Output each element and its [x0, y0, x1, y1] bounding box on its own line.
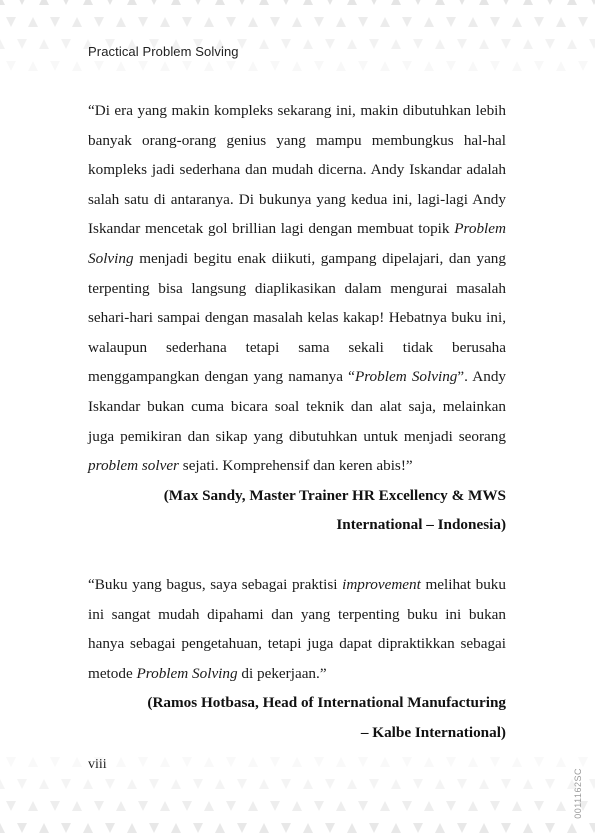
pattern-triangle — [490, 801, 500, 811]
pattern-triangle — [72, 17, 82, 27]
pattern-triangle — [424, 61, 434, 71]
pattern-triangle — [446, 757, 456, 767]
pattern-triangle — [292, 757, 302, 767]
pattern-triangle — [105, 823, 115, 833]
pattern-triangle — [336, 801, 346, 811]
quote-segment: sejati. Komprehensif dan keren abis!” — [178, 457, 413, 475]
pattern-triangle — [94, 61, 104, 71]
pattern-triangle — [435, 39, 445, 49]
pattern-triangle — [303, 823, 313, 833]
pattern-triangle — [226, 17, 236, 27]
pattern-triangle — [94, 17, 104, 27]
pattern-triangle — [457, 823, 467, 833]
pattern-triangle — [28, 17, 38, 27]
pattern-triangle — [457, 39, 467, 49]
section-spacer — [88, 540, 506, 570]
pattern-triangle — [413, 779, 423, 789]
pattern-triangle — [314, 61, 324, 71]
pattern-triangle — [556, 61, 566, 71]
pattern-triangle — [259, 779, 269, 789]
pattern-triangle — [105, 0, 115, 5]
pattern-triangle — [501, 0, 511, 5]
pattern-triangle — [94, 801, 104, 811]
pattern-triangle — [402, 61, 412, 71]
pattern-triangle — [149, 0, 159, 5]
pattern-triangle — [446, 17, 456, 27]
pattern-triangle — [413, 0, 423, 5]
pattern-triangle — [567, 0, 577, 5]
pattern-triangle — [578, 17, 588, 27]
pattern-triangle — [314, 17, 324, 27]
pattern-triangle — [369, 39, 379, 49]
pattern-triangle — [215, 823, 225, 833]
pattern-triangle — [380, 61, 390, 71]
pattern-triangle — [402, 801, 412, 811]
pattern-triangle — [182, 17, 192, 27]
pattern-triangle — [138, 61, 148, 71]
pattern-triangle — [391, 0, 401, 5]
pattern-triangle — [380, 17, 390, 27]
pattern-triangle — [424, 757, 434, 767]
attribution-line: (Ramos Hotbasa, Head of International Manufacturing — [147, 694, 506, 712]
pattern-triangle — [270, 17, 280, 27]
pattern-triangle — [589, 0, 595, 5]
pattern-triangle — [369, 0, 379, 5]
pattern-triangle — [61, 0, 71, 5]
pattern-triangle — [17, 0, 27, 5]
pattern-triangle — [61, 823, 71, 833]
pattern-triangle — [325, 823, 335, 833]
pattern-triangle — [479, 779, 489, 789]
pattern-triangle — [468, 801, 478, 811]
pattern-triangle — [281, 779, 291, 789]
pattern-triangle — [171, 0, 181, 5]
pattern-triangle — [545, 779, 555, 789]
pattern-triangle — [127, 0, 137, 5]
pattern-triangle — [380, 801, 390, 811]
pattern-triangle — [358, 17, 368, 27]
pattern-triangle — [83, 779, 93, 789]
pattern-triangle — [578, 757, 588, 767]
pattern-triangle — [138, 801, 148, 811]
bottom-pattern-decoration — [0, 740, 595, 838]
pattern-triangle — [204, 757, 214, 767]
pattern-triangle — [270, 61, 280, 71]
pattern-triangle — [435, 0, 445, 5]
pattern-triangle — [512, 17, 522, 27]
pattern-triangle — [72, 757, 82, 767]
pattern-triangle — [567, 823, 577, 833]
quote-segment: di pekerjaan.” — [237, 664, 327, 682]
pattern-triangle — [160, 61, 170, 71]
pattern-triangle — [6, 61, 16, 71]
quote-italic-segment: Problem Solving — [136, 664, 238, 682]
pattern-triangle — [424, 17, 434, 27]
pattern-triangle — [413, 823, 423, 833]
pattern-triangle — [116, 17, 126, 27]
pattern-triangle — [369, 823, 379, 833]
pattern-triangle — [281, 39, 291, 49]
pattern-triangle — [556, 17, 566, 27]
pattern-triangle — [314, 801, 324, 811]
quote-segment: ”. Andy Iskandar bukan cuma bicara soal teknik dan alat saja, melainkan juga pemikiran dan sikap yang dibutuhkan untuk menjadi seorang — [88, 368, 507, 445]
pattern-triangle — [402, 17, 412, 27]
pattern-triangle — [281, 823, 291, 833]
pattern-triangle — [446, 61, 456, 71]
pattern-triangle — [325, 39, 335, 49]
pattern-triangle — [534, 757, 544, 767]
pattern-triangle — [556, 757, 566, 767]
pattern-triangle — [391, 39, 401, 49]
testimonial-attribution-1 — [88, 481, 506, 540]
pattern-triangle — [501, 779, 511, 789]
pattern-triangle — [6, 801, 16, 811]
pattern-triangle — [545, 39, 555, 49]
pattern-triangle — [413, 39, 423, 49]
pattern-triangle — [237, 779, 247, 789]
pattern-triangle — [39, 0, 49, 5]
pattern-triangle — [204, 801, 214, 811]
quote-italic-segment: improvement — [342, 575, 421, 593]
pattern-triangle — [380, 757, 390, 767]
pattern-triangle — [259, 0, 269, 5]
pattern-triangle — [171, 779, 181, 789]
pattern-triangle — [358, 801, 368, 811]
pattern-triangle — [468, 17, 478, 27]
pattern-triangle — [391, 779, 401, 789]
pattern-triangle — [0, 0, 5, 5]
pattern-triangle — [0, 779, 5, 789]
quote-segment: “Di era yang makin kompleks sekarang ini, makin dibutuhkan lebih banyak orang-orang genius yang mampu membungkus hal-hal kompleks jadi sederhana dan mudah dicerna. Andy Iskandar adalah salah satu di antaranya. Di bukunya yang kedua ini, lagi-lagi Andy Iskandar mencetak gol brillian lagi dengan membuat topik — [88, 102, 506, 238]
pattern-triangle — [369, 779, 379, 789]
pattern-triangle — [325, 779, 335, 789]
quote-segment: “Buku yang bagus, saya sebagai praktisi — [88, 575, 343, 593]
pattern-triangle — [589, 823, 595, 833]
pattern-triangle — [215, 779, 225, 789]
pattern-triangle — [523, 0, 533, 5]
pattern-triangle — [39, 779, 49, 789]
pattern-triangle — [435, 823, 445, 833]
pattern-triangle — [116, 61, 126, 71]
pattern-triangle — [501, 823, 511, 833]
pattern-triangle — [248, 801, 258, 811]
pattern-triangle — [292, 61, 302, 71]
pattern-triangle — [105, 779, 115, 789]
quote-italic-segment: problem solver — [88, 457, 179, 475]
pattern-triangle — [237, 823, 247, 833]
pattern-triangle — [17, 779, 27, 789]
pattern-triangle — [490, 757, 500, 767]
pattern-triangle — [556, 801, 566, 811]
side-code: 0011162SC — [573, 768, 583, 819]
pattern-triangle — [149, 823, 159, 833]
pattern-triangle — [347, 779, 357, 789]
pattern-triangle — [204, 61, 214, 71]
pattern-triangle — [116, 801, 126, 811]
quote-segment: melihat buku ini sangat mudah dipahami dan yang terpenting buku ini bukan hanya sebagai pengetahuan, tetapi juga dapat dipraktikkan sebagai metode — [88, 575, 506, 682]
pattern-triangle — [171, 823, 181, 833]
testimonial-attribution-2 — [88, 688, 506, 747]
pattern-triangle — [182, 61, 192, 71]
pattern-triangle — [193, 823, 203, 833]
pattern-triangle — [39, 39, 49, 49]
pattern-triangle — [523, 823, 533, 833]
pattern-triangle — [358, 61, 368, 71]
pattern-triangle — [545, 0, 555, 5]
pattern-triangle — [512, 61, 522, 71]
pattern-triangle — [292, 801, 302, 811]
quote-segment: menjadi begitu enak diikuti, gampang dipelajari, dan yang terpenting bisa langsung diaplikasikan dalam mengurai masalah sehari-hari sampai dengan masalah kelas kakap! Hebatnya buku ini, walaupun sederhana tetapi sama sekali tidak berusaha menggampangkan dengan yang namanya “ — [88, 249, 506, 386]
pattern-triangle — [226, 801, 236, 811]
pattern-triangle — [468, 61, 478, 71]
pattern-triangle — [336, 61, 346, 71]
pattern-triangle — [490, 17, 500, 27]
quote-italic-segment: Problem Solving — [88, 220, 506, 267]
attribution-line: – Kalbe International) — [360, 723, 506, 741]
pattern-triangle — [435, 779, 445, 789]
pattern-triangle — [127, 823, 137, 833]
pattern-triangle — [303, 0, 313, 5]
pattern-triangle — [182, 757, 192, 767]
pattern-triangle — [160, 757, 170, 767]
pattern-triangle — [402, 757, 412, 767]
pattern-triangle — [292, 17, 302, 27]
pattern-triangle — [270, 757, 280, 767]
pattern-triangle — [127, 779, 137, 789]
pattern-triangle — [303, 779, 313, 789]
pattern-triangle — [391, 823, 401, 833]
pattern-triangle — [259, 39, 269, 49]
attribution-line: International – Indonesia) — [336, 516, 506, 534]
pattern-triangle — [160, 17, 170, 27]
pattern-triangle — [50, 61, 60, 71]
pattern-triangle — [72, 61, 82, 71]
pattern-triangle — [6, 757, 16, 767]
testimonial-quote-2 — [88, 570, 506, 688]
pattern-triangle — [457, 779, 467, 789]
pattern-triangle — [160, 801, 170, 811]
pattern-triangle — [589, 39, 595, 49]
attribution-line: (Max Sandy, Master Trainer HR Excellency & MWS — [163, 486, 506, 504]
pattern-triangle — [28, 801, 38, 811]
pattern-triangle — [523, 779, 533, 789]
pattern-triangle — [501, 39, 511, 49]
pattern-triangle — [50, 757, 60, 767]
pattern-triangle — [193, 779, 203, 789]
pattern-triangle — [61, 779, 71, 789]
pattern-triangle — [446, 801, 456, 811]
running-header: Practical Problem Solving — [88, 44, 239, 59]
pattern-triangle — [28, 757, 38, 767]
pattern-triangle — [589, 779, 595, 789]
pattern-triangle — [149, 779, 159, 789]
pattern-triangle — [17, 823, 27, 833]
pattern-triangle — [347, 0, 357, 5]
quote-italic-segment: Problem Solving — [354, 368, 458, 386]
pattern-triangle — [28, 61, 38, 71]
pattern-triangle — [6, 17, 16, 27]
pattern-triangle — [479, 0, 489, 5]
pattern-triangle — [358, 757, 368, 767]
testimonial-quote-1 — [88, 96, 506, 481]
pattern-triangle — [281, 0, 291, 5]
pattern-triangle — [204, 17, 214, 27]
pattern-triangle — [61, 39, 71, 49]
pattern-triangle — [237, 0, 247, 5]
pattern-triangle — [182, 801, 192, 811]
pattern-triangle — [138, 757, 148, 767]
pattern-triangle — [248, 61, 258, 71]
pattern-triangle — [336, 17, 346, 27]
pattern-triangle — [512, 757, 522, 767]
pattern-triangle — [490, 61, 500, 71]
pattern-triangle — [248, 757, 258, 767]
pattern-triangle — [347, 39, 357, 49]
pattern-triangle — [226, 61, 236, 71]
pattern-triangle — [303, 39, 313, 49]
pattern-triangle — [83, 823, 93, 833]
pattern-triangle — [512, 801, 522, 811]
pattern-triangle — [17, 39, 27, 49]
pattern-triangle — [259, 823, 269, 833]
pattern-triangle — [457, 0, 467, 5]
pattern-triangle — [72, 801, 82, 811]
pattern-triangle — [50, 801, 60, 811]
pattern-triangle — [314, 757, 324, 767]
pattern-triangle — [226, 757, 236, 767]
pattern-triangle — [479, 823, 489, 833]
page-content — [88, 96, 506, 747]
pattern-triangle — [523, 39, 533, 49]
pattern-triangle — [39, 823, 49, 833]
pattern-triangle — [336, 757, 346, 767]
pattern-triangle — [479, 39, 489, 49]
pattern-triangle — [50, 17, 60, 27]
pattern-triangle — [83, 0, 93, 5]
pattern-triangle — [545, 823, 555, 833]
pattern-triangle — [325, 0, 335, 5]
pattern-triangle — [567, 39, 577, 49]
pattern-triangle — [468, 757, 478, 767]
pattern-triangle — [534, 61, 544, 71]
pattern-triangle — [215, 0, 225, 5]
pattern-triangle — [193, 0, 203, 5]
pattern-triangle — [0, 39, 5, 49]
pattern-triangle — [347, 823, 357, 833]
pattern-triangle — [116, 757, 126, 767]
pattern-triangle — [424, 801, 434, 811]
pattern-triangle — [270, 801, 280, 811]
pattern-triangle — [0, 823, 5, 833]
pattern-triangle — [578, 61, 588, 71]
pattern-triangle — [138, 17, 148, 27]
pattern-triangle — [534, 17, 544, 27]
page-number: viii — [88, 757, 107, 772]
pattern-triangle — [248, 17, 258, 27]
pattern-triangle — [534, 801, 544, 811]
